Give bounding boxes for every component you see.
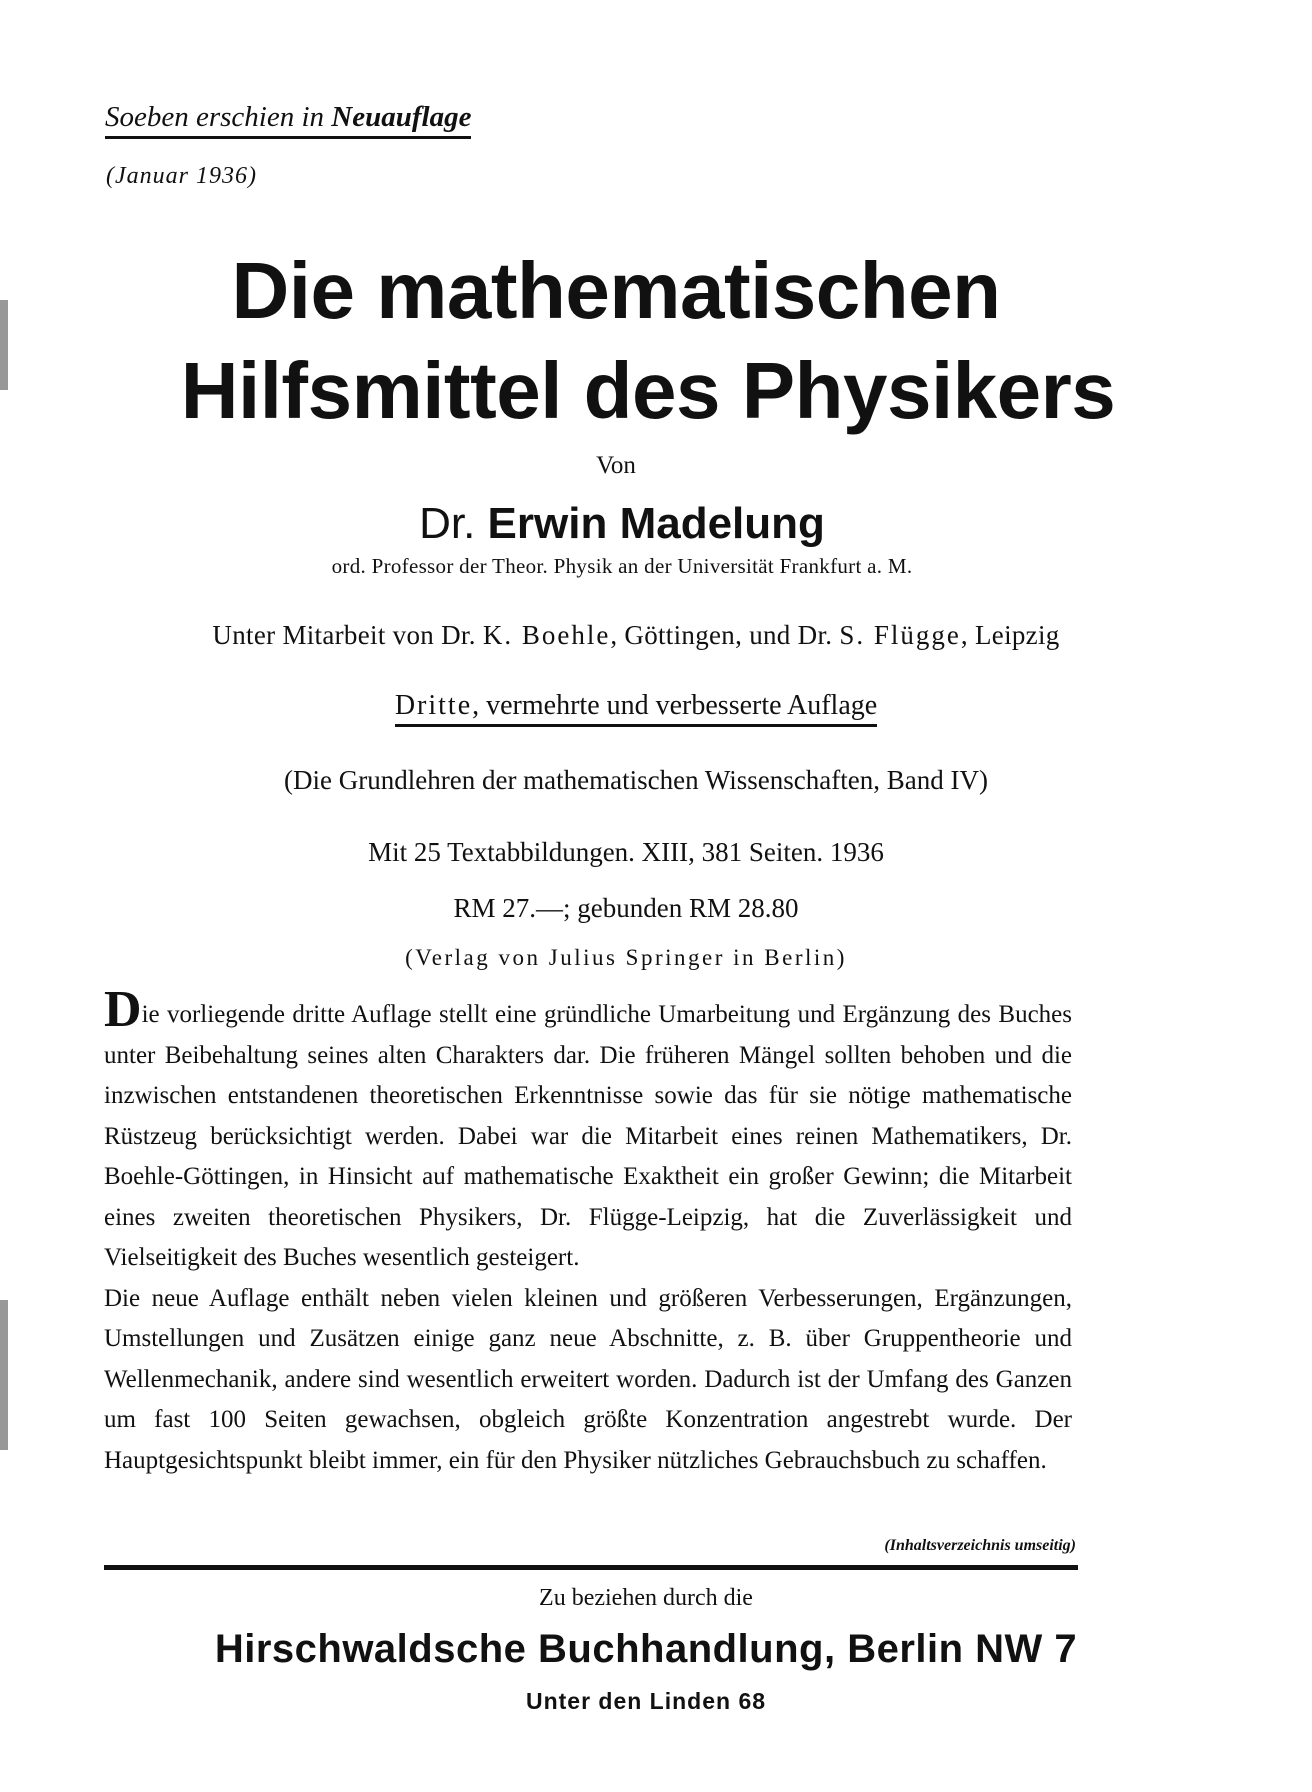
description-paragraph-1: [104, 981, 1072, 1279]
available-from: Zu beziehen durch die: [539, 1585, 753, 1611]
announcement-emphasis: Neuauflage: [331, 101, 472, 133]
announcement-prefix: Soeben erschien in: [105, 101, 332, 133]
author-affiliation: ord. Professor der Theor. Physik an der Universität Frankfurt a. M.: [331, 554, 913, 578]
author: [0, 498, 1278, 550]
collab-mid: , Göttingen, und Dr.: [610, 620, 840, 650]
description: [104, 981, 1072, 1481]
bookshop-name: Hirschwaldsche Buchhandlung, Berlin NW 7: [214, 1627, 1078, 1671]
divider-rule: [104, 1565, 1078, 1570]
description-paragraph-2: Die neue Auflage enthält neben vielen kleinen und größeren Verbesserungen, Ergänzungen, Umstellungen und Zusätzen einige ganz neue Abschnitte, z. B. über Gruppentheorie und Wellenmechanik, andere sind wesentlich erweitert worden. Dadurch ist der Umfang des Ganzen um fast 100 Seiten gewachsen, obgleich größte Konzentration angestrebt wurde. Der Hauptgesichtspunkt bleibt immer, ein für den Physiker nützliches Gebrauchsbuch zu schaffen.: [104, 1284, 1072, 1474]
scan-edge-mark: [0, 1300, 8, 1450]
edition-underlined: [395, 690, 877, 727]
edition-rest: , vermehrte und verbesserte Auflage: [472, 690, 878, 721]
series-note: (Die Grundlehren der mathematischen Wissenschaften, Band IV): [284, 765, 988, 795]
collaboration: [0, 620, 1292, 651]
drop-cap: D: [104, 981, 142, 1038]
scan-edge-mark: [0, 300, 8, 390]
contents-note: (Inhaltsverzeichnis umseitig): [884, 1537, 1076, 1554]
author-prefix: Dr.: [419, 499, 488, 548]
title-line-1: Die mathematischen: [231, 246, 1001, 335]
collab-person-2: S. Flügge: [839, 620, 961, 650]
collab-tail: , Leipzig: [960, 620, 1060, 650]
edition-word: Dritte: [394, 690, 473, 721]
by-label: Von: [596, 452, 636, 479]
title-line-2: Hilfsmittel des Physikers: [180, 346, 1116, 435]
paragraph-1-text: ie vorliegende dritte Auflage stellt eine gründliche Umarbeitung und Ergänzung des Buches unter Beibehaltung seines alten Charakters dar. Die früheren Mängel sollten behoben und die inzwischen entstandenen theoretischen Erkenntnisse sowie das für sie nötige mathematische Rüstzeug berücksichtigt werden. Dabei war die Mitarbeit eines reinen Mathematikers, Dr. Boehle-Göttingen, in Hinsicht auf mathematische Exaktheit ein großer Gewinn; die Mitarbeit eines zweiten theoretischen Physikers, Dr. Flügge-Leipzig, hat die Zuverlässigkeit und Vielseitigkeit des Buches wesentlich gesteigert.: [104, 1001, 1072, 1271]
bookshop-address: Unter den Linden 68: [525, 1688, 767, 1714]
price: RM 27.—; gebunden RM 28.80: [453, 893, 799, 923]
announcement-date: (Januar 1936): [106, 163, 257, 189]
book-details: Mit 25 Textabbildungen. XIII, 381 Seiten. 1936: [368, 837, 884, 867]
collab-person-1: K. Boehle: [482, 620, 611, 650]
announcement: [105, 100, 471, 139]
collab-lead: Unter Mitarbeit von Dr.: [212, 620, 483, 650]
author-name: Erwin Madelung: [487, 499, 825, 548]
edition: [0, 690, 1292, 727]
publisher-note: (Verlag von Julius Springer in Berlin): [405, 945, 847, 970]
